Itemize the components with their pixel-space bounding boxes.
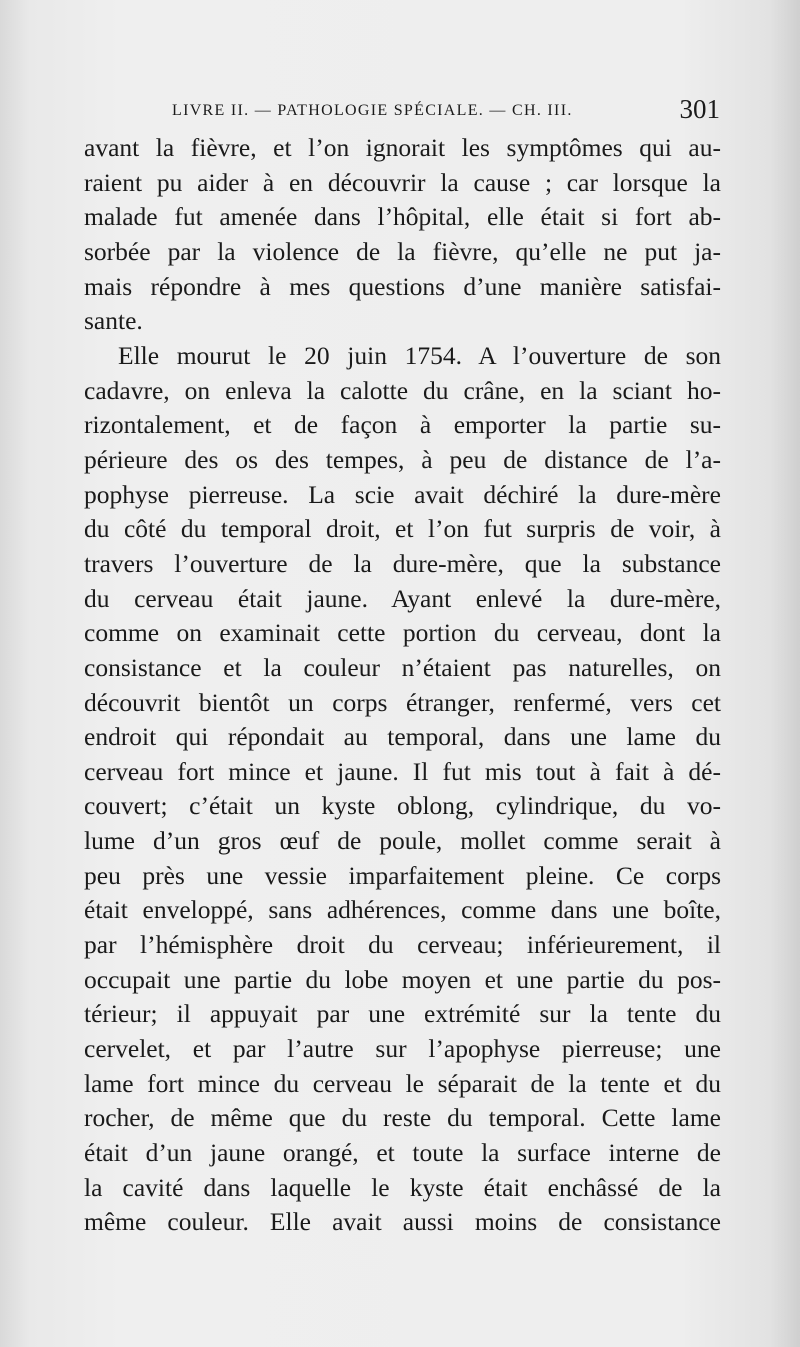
text-line: endroit qui répondait au temporal, dans une lame du xyxy=(84,722,721,752)
text-line: Elle mourut le 20 juin 1754. A l’ouverture de son xyxy=(118,340,721,370)
text-line: cerveau fort mince et jaune. Il fut mis tout à fait à dé- xyxy=(84,756,721,786)
page-header xyxy=(84,92,720,128)
text-line: pophyse pierreuse. La scie avait déchiré la dure-mère xyxy=(84,479,721,509)
text-line: malade fut amenée dans l’hôpital, elle était si fort ab- xyxy=(84,202,721,232)
page-number: 301 xyxy=(679,94,720,124)
text-line: sorbée par la violence de la fièvre, qu’elle ne put ja- xyxy=(84,236,721,266)
text-line: occupait une partie du lobe moyen et une partie du pos- xyxy=(84,964,721,994)
text-line: lame fort mince du cerveau le séparait de la tente et du xyxy=(84,1068,721,1098)
text-line: consistance et la couleur n’étaient pas naturelles, on xyxy=(84,652,721,682)
text-line: lume d’un gros œuf de poule, mollet comme serait à xyxy=(84,826,721,856)
text-line: couvert; c’était un kyste oblong, cylindrique, du vo- xyxy=(84,791,721,821)
text-line: périeure des os des tempes, à peu de distance de l’a- xyxy=(84,444,721,474)
text-line: cadavre, on enleva la calotte du crâne, en la sciant ho- xyxy=(84,375,721,405)
body-text xyxy=(84,131,721,1240)
text-line: térieur; il appuyait par une extrémité sur la tente du xyxy=(84,999,721,1029)
text-line: travers l’ouverture de la dure-mère, que la substance xyxy=(84,548,721,578)
text-line: rizontalement, et de façon à emporter la partie su- xyxy=(84,410,721,440)
text-line: comme on examinait cette portion du cerveau, dont la xyxy=(84,618,721,648)
text-line: du côté du temporal droit, et l’on fut surpris de voir, à xyxy=(84,514,721,544)
text-line: sante. xyxy=(84,306,143,336)
text-line: même couleur. Elle avait aussi moins de consistance xyxy=(84,1207,721,1237)
text-line: la cavité dans laquelle le kyste était enchâssé de la xyxy=(84,1172,721,1202)
text-line: découvrit bientôt un corps étranger, renfermé, vers cet xyxy=(84,687,721,717)
text-line: avant la fièvre, et l’on ignorait les symptômes qui au- xyxy=(84,133,721,162)
text-line: était enveloppé, sans adhérences, comme dans une boîte, xyxy=(84,895,721,925)
text-line: mais répondre à mes questions d’une manière satisfai- xyxy=(84,271,721,301)
text-line: cervelet, et par l’autre sur l’apophyse pierreuse; une xyxy=(84,1034,721,1064)
text-line: du cerveau était jaune. Ayant enlevé la dure-mère, xyxy=(84,583,721,613)
text-line: était d’un jaune orangé, et toute la surface interne de xyxy=(84,1138,721,1168)
text-line: peu près une vessie imparfaitement pleine. Ce corps xyxy=(84,860,721,890)
text-line: rocher, de même que du reste du temporal. Cette lame xyxy=(84,1103,721,1133)
running-head: LIVRE II. — PATHOLOGIE SPÉCIALE. — CH. III. xyxy=(172,102,573,119)
text-line: raient pu aider à en découvrir la cause ; car lorsque la xyxy=(84,167,721,197)
text-line: par l’hémisphère droit du cerveau; inférieurement, il xyxy=(84,930,721,960)
